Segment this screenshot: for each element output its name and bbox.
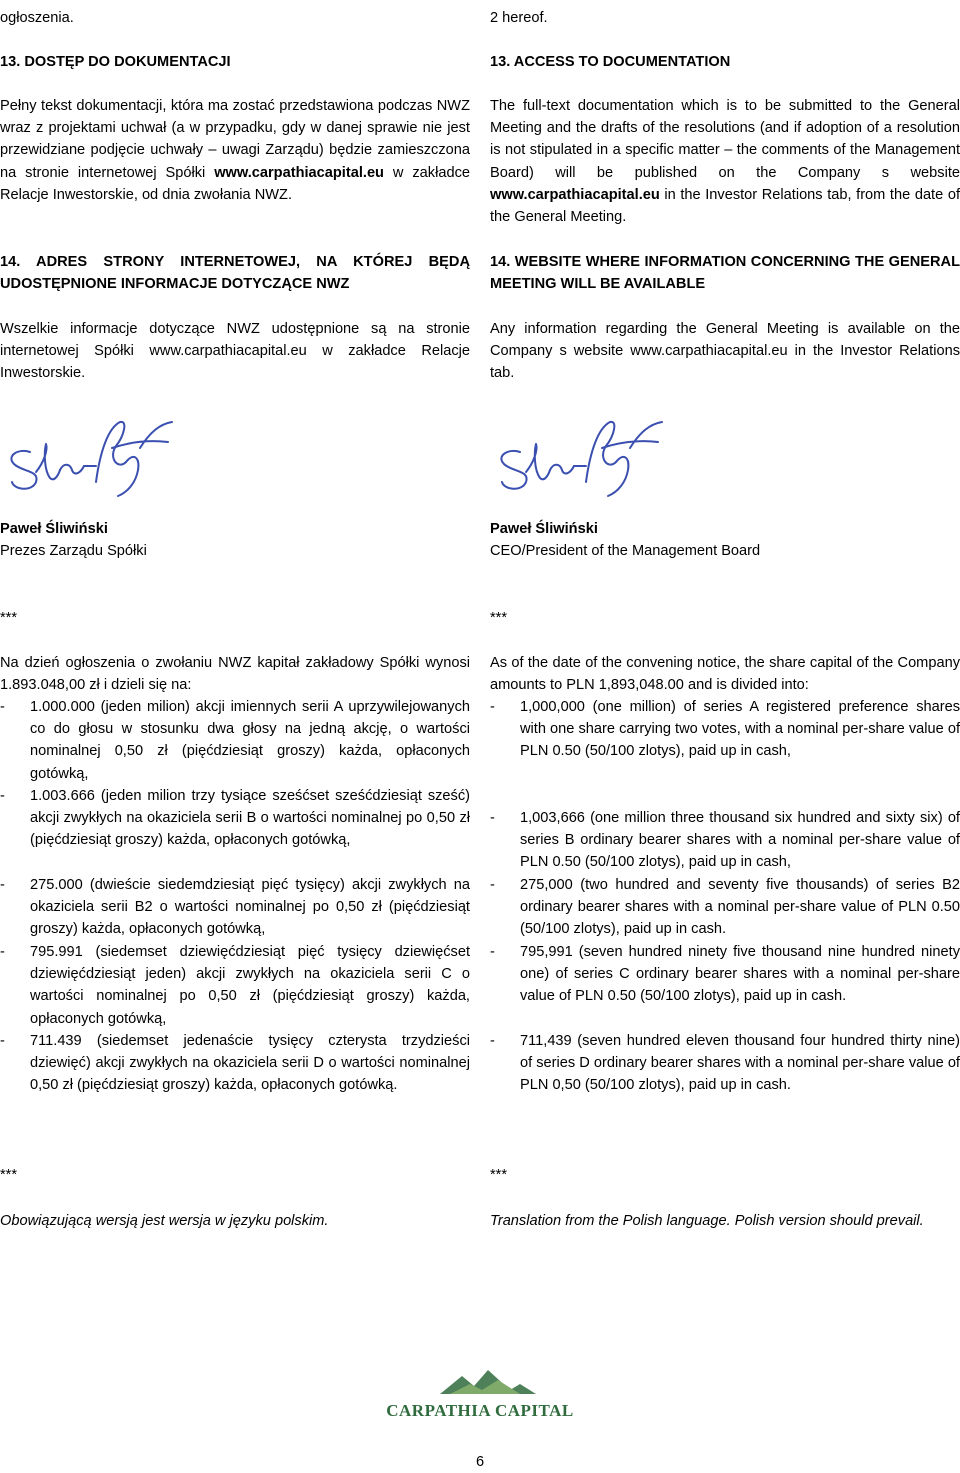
signer-title: CEO/President of the Management Board xyxy=(490,543,761,559)
section-14-heading: 14. ADRES STRONY INTERNETOWEJ, NA KTÓREJ BĘDĄ UDOSTĘPNIONE INFORMACJE DOTYCZĄCE NWZ xyxy=(0,254,470,293)
list-item: - 795,991 (seven hundred ninety five thousand nine hundred ninety one) of series C ordinary bearer shares with a nominal per-share value of PLN 0.50 (50/100 zlotys), paid up in cash. xyxy=(490,941,960,1008)
list-item: - 711.439 (siedemset jedenaście tysięcy czterysta trzydzieści dziewięć) akcji zwykłych na okaziciela serii D o wartości nominalnej 0,50 zł (pięćdziesiąt groszy) każda, opłaconych gotówką. xyxy=(0,1030,470,1097)
separator: *** xyxy=(0,610,18,626)
website-link[interactable]: www.carpathiacapital.eu xyxy=(490,186,660,203)
list-dash: - xyxy=(490,877,495,893)
signer-name: Paweł Śliwiński xyxy=(490,521,598,537)
binding-version-note: Obowiązującą wersją jest wersja w języku polskim. xyxy=(0,1213,329,1229)
previous-text-tail: ogłoszenia. xyxy=(0,10,74,26)
list-item: - 275.000 (dwieście siedemdziesiąt pięć tysięcy) akcji zwykłych na okaziciela serii B2 o wartości nominalnej po 0,50 zł (pięćdziesiąt groszy) każda, opłaconych gotówką, xyxy=(0,874,470,941)
website-link[interactable]: www.carpathiacapital.eu xyxy=(214,164,384,181)
signer-name: Paweł Śliwiński xyxy=(0,521,108,537)
english-column xyxy=(490,0,960,1471)
section-14-body: Any information regarding the General Meeting is available on the Company s website www.carpathiacapital.eu in the Investor Relations tab. xyxy=(490,321,960,382)
capital-intro: As of the date of the convening notice, the share capital of the Company amounts to PLN 1,893,048.00 and is divided into: xyxy=(490,655,960,694)
page-number: 6 xyxy=(475,1454,485,1470)
capital-intro: Na dzień ogłoszenia o zwołaniu NWZ kapitał zakładowy Spółki wynosi 1.893.048,00 zł i dzieli się na: xyxy=(0,655,470,694)
list-dash: - xyxy=(490,944,495,960)
list-dash: - xyxy=(490,1033,495,1049)
section-13-heading: 13. DOSTĘP DO DOKUMENTACJI xyxy=(0,54,231,70)
list-item: - 275,000 (two hundred and seventy five thousands) of series B2 ordinary bearer shares with a nominal per-share value of PLN 0.50 (50/100 zlotys), paid up in cash. xyxy=(490,874,960,941)
carpathia-capital-logo xyxy=(370,1360,590,1424)
logo-wordmark: CARPATHIA CAPITAL xyxy=(386,1401,574,1420)
separator: *** xyxy=(490,1167,508,1183)
list-dash: - xyxy=(0,877,5,893)
separator: *** xyxy=(490,610,508,626)
list-dash: - xyxy=(0,944,5,960)
section-13-body: The full-text documentation which is to be submitted to the General Meeting and the drafts of the resolutions (and if adoption of a resolution is not stipulated in a specific matter – the comments of the Management Board) will be published on the Company s website www.carpathiacapital.eu in the Investor Relations tab, from the date of the General Meeting. xyxy=(490,98,960,226)
list-item: - 711,439 (seven hundred eleven thousand four hundred thirty nine) of series D ordinary bearer shares with a nominal per-share value of PLN 0,50 (50/100 zlotys), paid up in cash. xyxy=(490,1030,960,1097)
polish-column xyxy=(0,0,470,1471)
list-dash: - xyxy=(0,699,5,715)
list-dash: - xyxy=(490,810,495,826)
list-dash: - xyxy=(0,1033,5,1049)
translation-note: Translation from the Polish language. Polish version should prevail. xyxy=(490,1213,924,1229)
section-14-body: Wszelkie informacje dotyczące NWZ udostępnione są na stronie internetowej Spółki www.carpathiacapital.eu w zakładce Relacje Inwestorskie. xyxy=(0,321,470,382)
previous-text-tail: 2 hereof. xyxy=(490,10,548,26)
section-13-heading: 13. ACCESS TO DOCUMENTATION xyxy=(490,54,731,70)
list-item: - 1,003,666 (one million three thousand six hundred and sixty six) of series B ordinary bearer shares with a nominal per-share value of PLN 0.50 (50/100 zlotys), paid up in cash, xyxy=(490,807,960,874)
section-13-body: Pełny tekst dokumentacji, która ma zostać przedstawiona podczas NWZ wraz z projektami uchwał (a w przypadku, gdy w danej sprawie nie jest przewidziane podjęcie uchwały – uwagi Zarządu) będzie zamieszczona na stronie internetowej Spółki www.carpathiacapital.eu w zakładce Relacje Inwestorskie, od dnia zwołania NWZ. xyxy=(0,98,470,203)
signer-title: Prezes Zarządu Spółki xyxy=(0,543,147,559)
list-item: - 1.003.666 (jeden milion trzy tysiące sześćset sześćdziesiąt sześć) akcji zwykłych na okaziciela serii B o wartości nominalnej po 0,50 zł (pięćdziesiąt groszy) każda, opłaconych gotówką, xyxy=(0,785,470,852)
list-dash: - xyxy=(490,699,495,715)
separator: *** xyxy=(0,1167,18,1183)
list-item: - 795.991 (siedemset dziewięćdziesiąt pięć tysięcy dziewięćset dziewięćdziesiąt jeden) akcji zwykłych na okaziciela serii C o wartości nominalnej po 0,50 zł (pięćdziesiąt groszy) każda, opłaconych gotówką, xyxy=(0,941,470,1030)
signature-image xyxy=(0,412,190,500)
list-dash: - xyxy=(0,788,5,804)
list-item: - 1.000.000 (jeden milion) akcji imiennych serii A uprzywilejowanych co do głosu w stosunku dwa głosy na jedną akcję, o wartości nominalnej 0,50 zł (pięćdziesiąt groszy) każda, opłaconych gotówką, xyxy=(0,696,470,785)
signature-image xyxy=(490,412,680,500)
section-14-heading: 14. WEBSITE WHERE INFORMATION CONCERNING THE GENERAL MEETING WILL BE AVAILABLE xyxy=(490,254,960,293)
list-item: - 1,000,000 (one million) of series A registered preference shares with one share carrying two votes, with a nominal per-share value of PLN 0.50 (50/100 zlotys), paid up in cash, xyxy=(490,696,960,763)
